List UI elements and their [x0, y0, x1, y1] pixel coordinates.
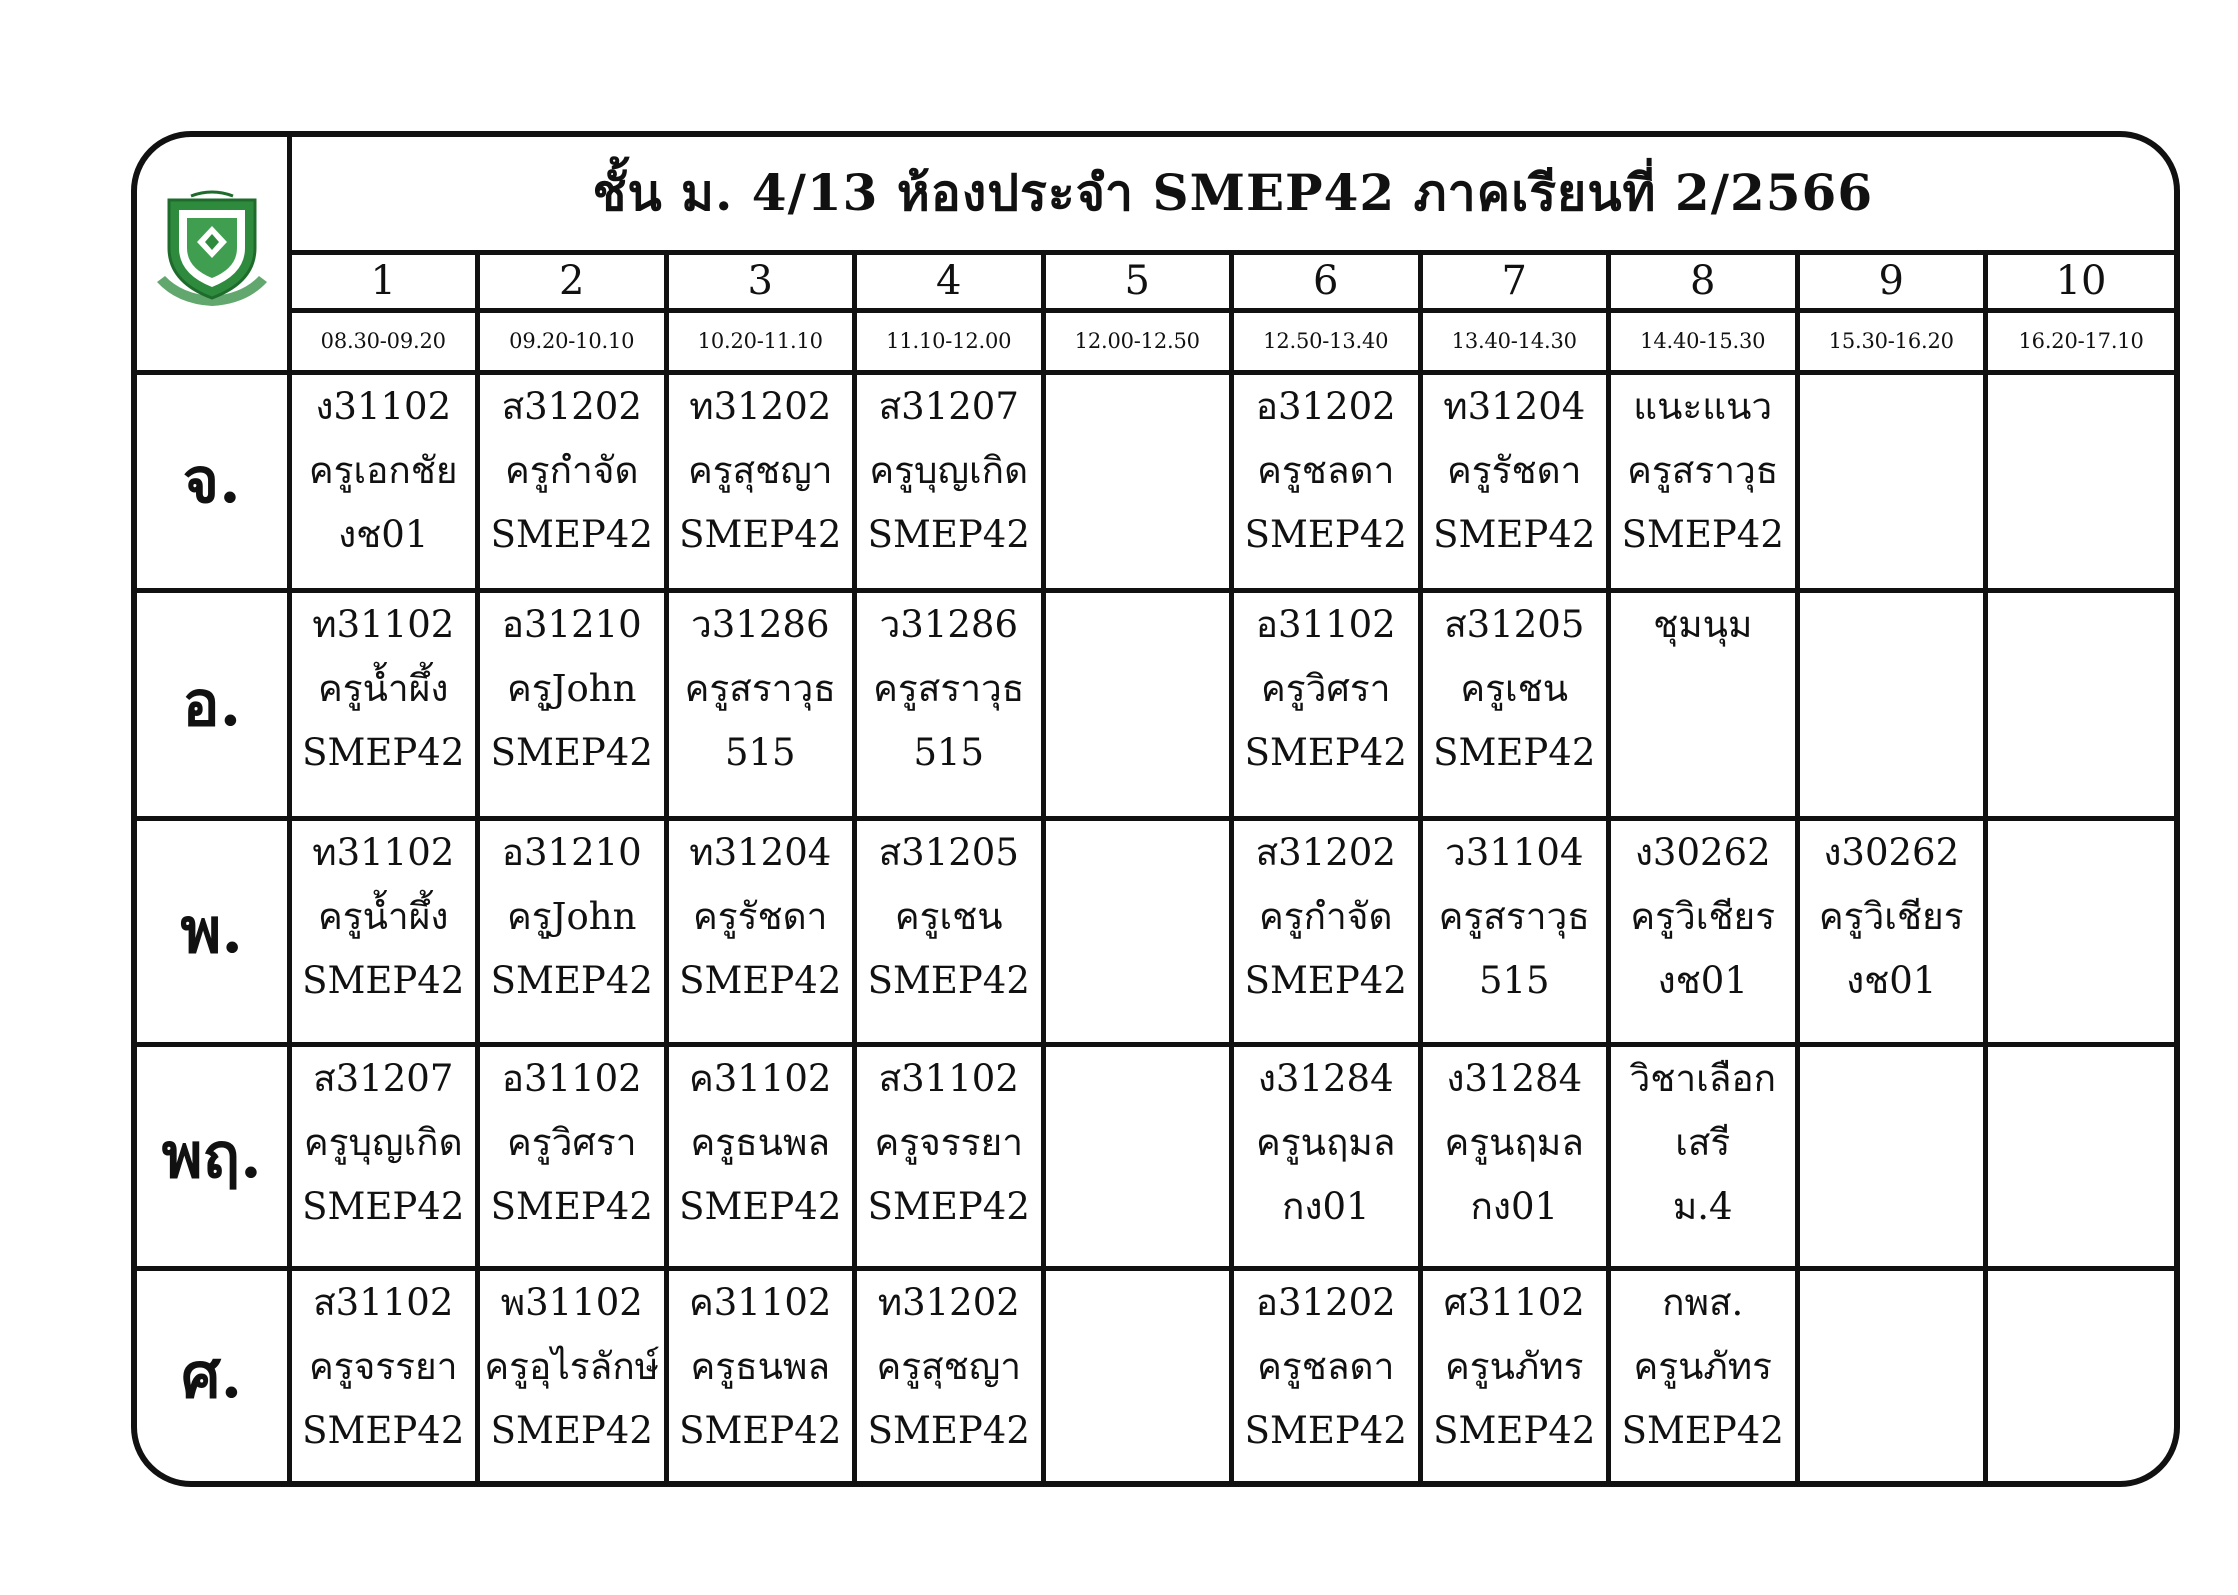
- teacher-name: ครูนฤมล: [1444, 1120, 1584, 1164]
- class-slot: [1232, 590, 1421, 818]
- subject-code: อ31102: [501, 1056, 642, 1100]
- teacher-name: ครูสุชญา: [876, 1344, 1022, 1388]
- subject-code: ส31207: [313, 1056, 454, 1100]
- subject-code: ส31205: [1444, 602, 1585, 646]
- class-slot: [1986, 372, 2175, 590]
- period-time: 13.40-14.30: [1420, 310, 1609, 372]
- subject-code: อ31102: [1255, 602, 1396, 646]
- room: SMEP42: [490, 730, 653, 774]
- room: SMEP42: [1621, 512, 1784, 556]
- period-number: 1: [289, 252, 478, 310]
- teacher-name: ครูน้ำผึ้ง: [318, 894, 449, 938]
- class-slot: [666, 372, 855, 590]
- subject-code: วิชาเลือก: [1629, 1056, 1777, 1100]
- teacher-name: ครูธนพล: [690, 1120, 831, 1164]
- teacher-name: ครูเชน: [1460, 666, 1569, 710]
- subject-code: กพส.: [1662, 1280, 1744, 1324]
- class-slot: [1043, 1044, 1232, 1268]
- page-title: ชั้น ม. 4/13 ห้องประจำ SMEP42 ภาคเรียนที่ 2/2566: [289, 137, 2174, 252]
- teacher-name: ครูอุไรลักษ์: [484, 1344, 660, 1388]
- class-slot: [1232, 1044, 1421, 1268]
- day-row: [137, 1044, 2174, 1268]
- teacher-name: ครูจรรยา: [308, 1344, 458, 1388]
- subject-code: ส31202: [501, 384, 642, 428]
- day-label: จ.: [137, 372, 289, 590]
- school-crest-icon: [147, 186, 277, 316]
- room: SMEP42: [302, 958, 465, 1002]
- room: SMEP42: [1244, 1408, 1407, 1452]
- subject-code: ง31284: [1257, 1056, 1394, 1100]
- period-time: 12.50-13.40: [1232, 310, 1421, 372]
- period-time: 15.30-16.20: [1797, 310, 1986, 372]
- class-slot: [289, 590, 478, 818]
- class-slot: [1986, 590, 2175, 818]
- period-number: 7: [1420, 252, 1609, 310]
- room: SMEP42: [867, 1408, 1030, 1452]
- room: SMEP42: [1244, 512, 1407, 556]
- teacher-name: ครูสราวุธ: [1627, 448, 1779, 492]
- teacher-name: ครูวิเชียร: [1630, 894, 1776, 938]
- subject-code: ว31104: [1445, 830, 1584, 874]
- class-slot: [478, 590, 667, 818]
- period-number: 5: [1043, 252, 1232, 310]
- teacher-name: ครูสราวุธ: [684, 666, 836, 710]
- room: งช01: [1846, 958, 1937, 1002]
- class-slot: [1420, 1044, 1609, 1268]
- class-slot: [855, 372, 1044, 590]
- teacher-name: ครูเอกชัย: [308, 448, 458, 492]
- period-number: 4: [855, 252, 1044, 310]
- day-label: อ.: [137, 590, 289, 818]
- teacher-name: ครูบุญเกิด: [303, 1120, 463, 1164]
- subject-code: อ31202: [1255, 1280, 1396, 1324]
- room: SMEP42: [1244, 730, 1407, 774]
- class-slot: [1797, 590, 1986, 818]
- subject-code: ส31102: [878, 1056, 1019, 1100]
- class-slot: [1043, 372, 1232, 590]
- teacher-name: ครูเชน: [894, 894, 1003, 938]
- teacher-name: ครูนภัทร: [1444, 1344, 1584, 1388]
- class-slot: [478, 1268, 667, 1481]
- subject-code: ค31102: [689, 1280, 832, 1324]
- room: ม.4: [1672, 1184, 1733, 1228]
- class-slot: [855, 1268, 1044, 1481]
- class-slot: [1797, 818, 1986, 1044]
- day-label: พ.: [137, 818, 289, 1044]
- class-slot: [1043, 590, 1232, 818]
- teacher-name: ครูวิศรา: [1260, 666, 1391, 710]
- subject-code: ท31202: [877, 1280, 1020, 1324]
- teacher-name: ครูJohn: [507, 666, 637, 710]
- room: SMEP42: [679, 958, 842, 1002]
- timetable: [137, 137, 2174, 1481]
- class-slot: [666, 1044, 855, 1268]
- class-slot: [1420, 818, 1609, 1044]
- period-number: 2: [478, 252, 667, 310]
- class-slot: [855, 818, 1044, 1044]
- room: SMEP42: [1433, 1408, 1596, 1452]
- subject-code: ง30262: [1634, 830, 1771, 874]
- room: SMEP42: [490, 512, 653, 556]
- period-number: 9: [1797, 252, 1986, 310]
- day-row: [137, 1268, 2174, 1481]
- teacher-name: ครูกำจัด: [1258, 894, 1393, 938]
- room: 515: [1478, 958, 1550, 1002]
- subject-code: ชุมนุม: [1653, 602, 1753, 646]
- subject-code: ท31204: [689, 830, 832, 874]
- teacher-name: ครูจรรยา: [874, 1120, 1023, 1164]
- class-slot: [1986, 1268, 2175, 1481]
- period-number: 8: [1609, 252, 1798, 310]
- subject-code: ท31204: [1443, 384, 1586, 428]
- class-slot: [289, 1268, 478, 1481]
- room: งช01: [338, 512, 429, 556]
- day-row: [137, 818, 2174, 1044]
- period-time: 12.00-12.50: [1043, 310, 1232, 372]
- subject-code: ส31205: [878, 830, 1019, 874]
- subject-code: ง30262: [1823, 830, 1960, 874]
- day-label: พฤ.: [137, 1044, 289, 1268]
- class-slot: [1420, 372, 1609, 590]
- period-time: 14.40-15.30: [1609, 310, 1798, 372]
- teacher-name: ครูกำจัด: [504, 448, 639, 492]
- class-slot: [1609, 818, 1798, 1044]
- room: SMEP42: [679, 1408, 842, 1452]
- subject-code: ว31286: [879, 602, 1018, 646]
- room: SMEP42: [867, 958, 1030, 1002]
- subject-code: ส31202: [1255, 830, 1396, 874]
- class-slot: [1232, 818, 1421, 1044]
- day-label: ศ.: [137, 1268, 289, 1481]
- room: SMEP42: [1244, 958, 1407, 1002]
- class-slot: [1986, 1044, 2175, 1268]
- day-row: [137, 372, 2174, 590]
- teacher-name: ครูบุญเกิด: [869, 448, 1029, 492]
- teacher-name: ครูสุชญา: [687, 448, 833, 492]
- period-time: 09.20-10.10: [478, 310, 667, 372]
- class-slot: [478, 1044, 667, 1268]
- subject-code: อ31202: [1255, 384, 1396, 428]
- timetable-frame: [131, 131, 2180, 1487]
- class-slot: [478, 372, 667, 590]
- subject-code: ท31102: [312, 602, 455, 646]
- subject-code: ศ31102: [1443, 1280, 1585, 1324]
- class-slot: [1043, 1268, 1232, 1481]
- teacher-name: ครูรัชดา: [1447, 448, 1582, 492]
- teacher-name: ครูวิศรา: [506, 1120, 637, 1164]
- class-slot: [289, 818, 478, 1044]
- room: SMEP42: [679, 512, 842, 556]
- class-slot: [666, 818, 855, 1044]
- period-time: 16.20-17.10: [1986, 310, 2175, 372]
- period-time: 10.20-11.10: [666, 310, 855, 372]
- class-slot: [1609, 1044, 1798, 1268]
- room: SMEP42: [490, 1408, 653, 1452]
- room: 515: [913, 730, 985, 774]
- subject-code: ค31102: [689, 1056, 832, 1100]
- period-number: 3: [666, 252, 855, 310]
- teacher-name: ครูสราวุธ: [1438, 894, 1590, 938]
- period-number: 6: [1232, 252, 1421, 310]
- subject-code: อ31210: [501, 830, 642, 874]
- teacher-name: ครูธนพล: [690, 1344, 831, 1388]
- class-slot: [1797, 1044, 1986, 1268]
- class-slot: [1232, 1268, 1421, 1481]
- teacher-name: ครูวิเชียร: [1818, 894, 1964, 938]
- room: SMEP42: [867, 512, 1030, 556]
- subject-code: ว31286: [691, 602, 830, 646]
- subject-code: ส31102: [313, 1280, 454, 1324]
- class-slot: [478, 818, 667, 1044]
- subject-code: แนะแนว: [1633, 384, 1773, 428]
- class-slot: [1797, 372, 1986, 590]
- class-slot: [1420, 1268, 1609, 1481]
- class-slot: [666, 1268, 855, 1481]
- class-slot: [1609, 372, 1798, 590]
- room: 515: [724, 730, 796, 774]
- period-time: 08.30-09.20: [289, 310, 478, 372]
- class-slot: [1797, 1268, 1986, 1481]
- subject-code: ท31202: [689, 384, 832, 428]
- class-slot: [855, 1044, 1044, 1268]
- class-slot: [1043, 818, 1232, 1044]
- subject-code: อ31210: [501, 602, 642, 646]
- period-number: 10: [1986, 252, 2175, 310]
- teacher-name: เสรี: [1675, 1120, 1731, 1164]
- room: กง01: [1281, 1184, 1370, 1228]
- subject-code: ง31102: [315, 384, 452, 428]
- teacher-name: ครูชลดา: [1257, 448, 1395, 492]
- teacher-name: ครูนฤมล: [1256, 1120, 1396, 1164]
- room: SMEP42: [302, 1184, 465, 1228]
- teacher-name: ครูชลดา: [1257, 1344, 1395, 1388]
- room: SMEP42: [1433, 730, 1596, 774]
- room: งช01: [1657, 958, 1748, 1002]
- subject-code: ง31284: [1446, 1056, 1583, 1100]
- class-slot: [855, 590, 1044, 818]
- room: SMEP42: [302, 1408, 465, 1452]
- subject-code: ส31207: [878, 384, 1019, 428]
- class-slot: [1420, 590, 1609, 818]
- room: SMEP42: [302, 730, 465, 774]
- room: SMEP42: [490, 1184, 653, 1228]
- subject-code: พ31102: [500, 1280, 643, 1324]
- school-logo: [137, 137, 289, 372]
- period-time: 11.10-12.00: [855, 310, 1044, 372]
- class-slot: [1609, 1268, 1798, 1481]
- class-slot: [289, 1044, 478, 1268]
- subject-code: ท31102: [312, 830, 455, 874]
- teacher-name: ครูสราวุธ: [873, 666, 1025, 710]
- teacher-name: ครูนภัทร: [1633, 1344, 1773, 1388]
- teacher-name: ครูรัชดา: [693, 894, 828, 938]
- day-row: [137, 590, 2174, 818]
- teacher-name: ครูน้ำผึ้ง: [318, 666, 449, 710]
- room: SMEP42: [1433, 512, 1596, 556]
- class-slot: [1986, 818, 2175, 1044]
- teacher-name: ครูJohn: [507, 894, 637, 938]
- room: กง01: [1470, 1184, 1559, 1228]
- room: SMEP42: [490, 958, 653, 1002]
- class-slot: [289, 372, 478, 590]
- room: SMEP42: [1621, 1408, 1784, 1452]
- room: SMEP42: [679, 1184, 842, 1228]
- room: SMEP42: [867, 1184, 1030, 1228]
- class-slot: [1232, 372, 1421, 590]
- class-slot: [1609, 590, 1798, 818]
- class-slot: [666, 590, 855, 818]
